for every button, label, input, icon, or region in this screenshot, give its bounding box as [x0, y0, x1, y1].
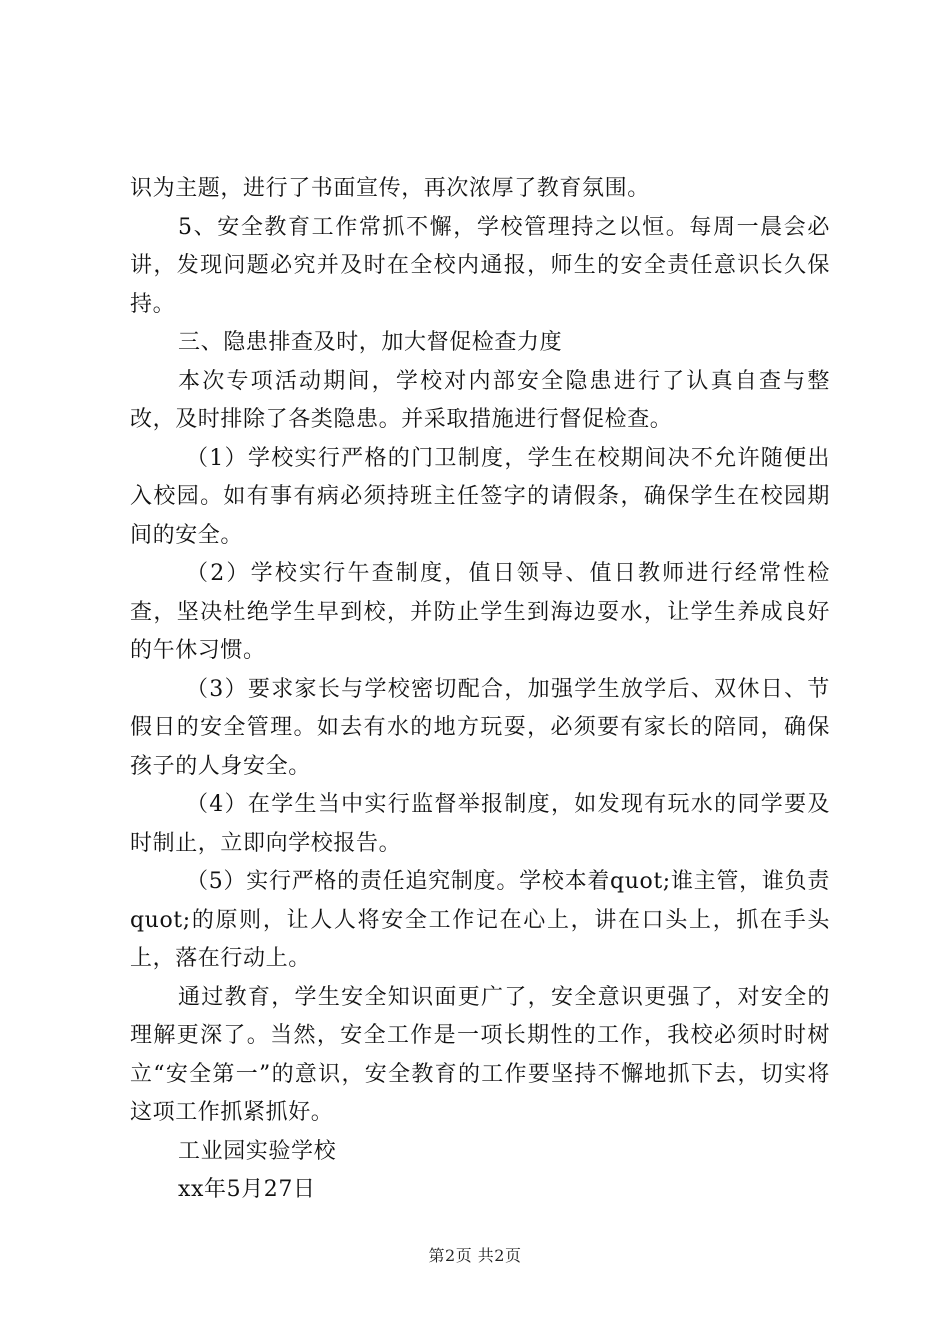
list-item-4: （4）在学生当中实行监督举报制度，如发现有玩水的同学要及时制止，立即向学校报告。 — [130, 792, 830, 856]
list-item-1: （1）学校实行严格的门卫制度，学生在校期间决不允许随便出入校园。如有事有病必须持班主任签字的请假条，确保学生在校园期间的安全。 — [130, 445, 830, 548]
page-number: 第2页 共2页 — [428, 1246, 522, 1265]
paragraph-conclusion: 通过教育，学生安全知识面更广了，安全意识更强了，对安全的理解更深了。当然，安全工作是一项长期性的工作，我校必须时时树立“安全第一”的意识，安全教育的工作要坚持不懈地抓下去，切实将这项工作抓紧抓好。 — [130, 984, 830, 1125]
paragraph-continuation: 识为主题，进行了书面宣传，再次浓厚了教育氛围。 — [130, 176, 650, 201]
section-heading: 三、隐患排查及时，加大督促检查力度 — [178, 330, 563, 355]
paragraph-item-5: 5、安全教育工作常抓不懈，学校管理持之以恒。每周一晨会必讲，发现问题必究并及时在全校内通报，师生的安全责任意识长久保持。 — [130, 214, 830, 317]
document-body — [130, 170, 830, 1210]
list-item-2: （2）学校实行午查制度，值日领导、值日教师进行经常性检查，坚决杜绝学生早到校，并防止学生到海边耍水，让学生养成良好的午休习惯。 — [130, 561, 830, 663]
signature-date: xx年5月27日 — [178, 1177, 316, 1202]
list-item-5: （5）实行严格的责任追究制度。学校本着quot;谁主管，谁负责quot;的原则，让人人将安全工作记在心上，讲在口头上，抓在手头上，落在行动上。 — [130, 869, 830, 971]
paragraph-intro: 本次专项活动期间，学校对内部安全隐患进行了认真自查与整改，及时排除了各类隐患。并采取措施进行督促检查。 — [130, 368, 830, 432]
list-item-3: （3）要求家长与学校密切配合，加强学生放学后、双休日、节假日的安全管理。如去有水的地方玩耍，必须要有家长的陪同，确保孩子的人身安全。 — [130, 676, 830, 779]
signature-school: 工业园实验学校 — [178, 1138, 337, 1164]
